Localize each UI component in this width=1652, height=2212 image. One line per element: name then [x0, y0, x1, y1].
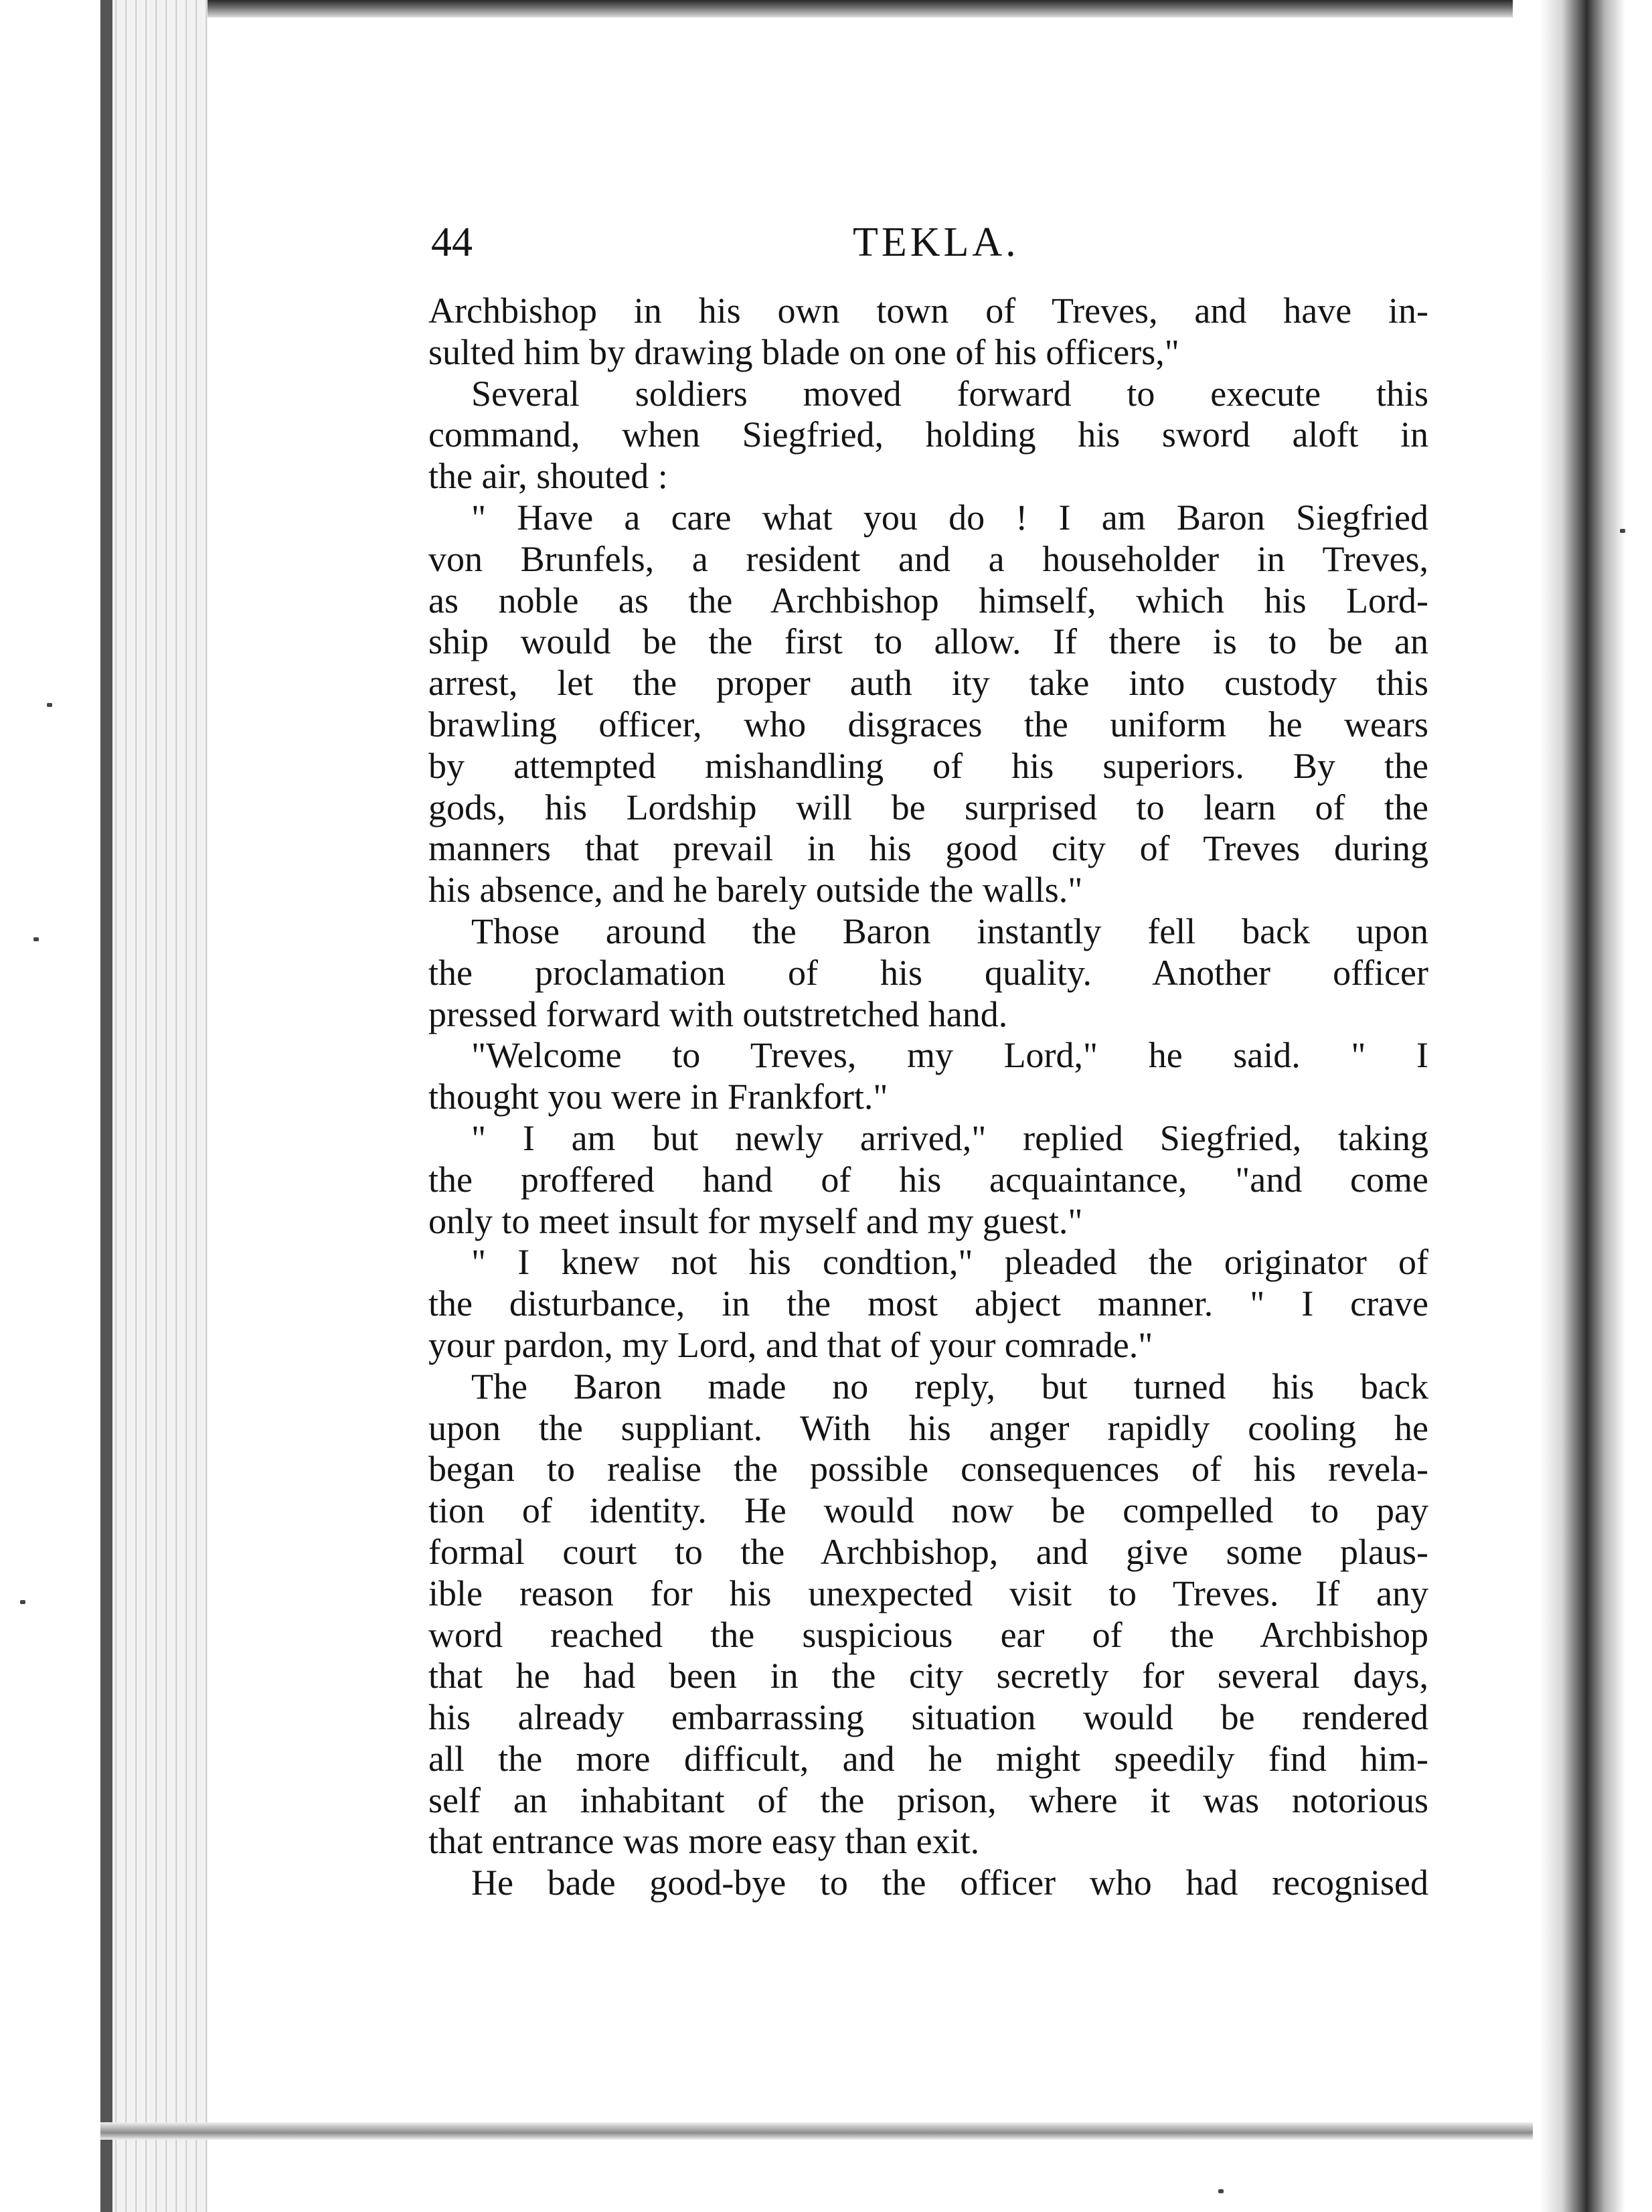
- body-text: [428, 291, 1428, 1904]
- text-line: began to realise the possible consequences of his revela-: [428, 1449, 1428, 1490]
- running-head: [428, 216, 1446, 269]
- text-line: The Baron made no reply, but turned his back: [471, 1366, 1428, 1407]
- scan-speck: [1218, 2189, 1224, 2193]
- text-line: self an inhabitant of the prison, where it was notorious: [428, 1780, 1428, 1820]
- text-line: upon the suppliant. With his anger rapidly cooling he: [428, 1407, 1428, 1448]
- text-line: " I am but newly arrived," replied Siegfried, taking: [471, 1117, 1428, 1158]
- text-line: the proffered hand of his acquaintance, "and come: [428, 1159, 1428, 1200]
- text-line: manners that prevail in his good city of Treves during: [428, 828, 1428, 869]
- text-line: gods, his Lordship will be surprised to learn of the: [428, 787, 1428, 827]
- text-line: pressed forward with outstretched hand.: [428, 994, 1008, 1034]
- text-line: that entrance was more easy than exit.: [428, 1821, 980, 1862]
- scan-speck: [20, 1600, 25, 1604]
- page-number: 44: [431, 220, 473, 265]
- text-line: the air, shouted :: [428, 456, 668, 497]
- scan-speck: [33, 937, 39, 941]
- text-line: von Brunfels, a resident and a householder in Treves,: [428, 538, 1428, 579]
- text-line: "Welcome to Treves, my Lord," he said. " I: [471, 1035, 1428, 1076]
- page-bottom-edge: [100, 2122, 1533, 2140]
- text-line: your pardon, my Lord, and that of your comrade.": [428, 1324, 1153, 1365]
- text-line: all the more difficult, and he might speedily find him-: [428, 1738, 1428, 1779]
- text-line: sulted him by drawing blade on one of his officers,": [428, 331, 1179, 372]
- gutter-shadow: [1540, 0, 1652, 2212]
- text-line: tion of identity. He would now be compelled to pay: [428, 1490, 1428, 1531]
- text-line: ship would be the first to allow. If there is to be an: [428, 621, 1428, 662]
- text-line: the proclamation of his quality. Another officer: [428, 952, 1428, 993]
- text-line: by attempted mishandling of his superiors. By the: [428, 745, 1428, 786]
- text-line: He bade good-bye to the officer who had recognised: [471, 1863, 1428, 1903]
- text-line: brawling officer, who disgraces the uniform he wears: [428, 704, 1428, 744]
- text-line: Several soldiers moved forward to execute this: [471, 373, 1428, 414]
- book-page-edges: [100, 0, 208, 2212]
- text-line: his already embarrassing situation would be rendered: [428, 1697, 1428, 1738]
- text-line: that he had been in the city secretly for several days,: [428, 1656, 1428, 1696]
- text-line: Those around the Baron instantly fell back upon: [471, 911, 1428, 951]
- text-line: Archbishop in his own town of Treves, and have in-: [428, 291, 1428, 331]
- text-line: command, when Siegfried, holding his sword aloft in: [428, 414, 1428, 455]
- text-line: " I knew not his condtion," pleaded the originator of: [471, 1242, 1428, 1283]
- book-spine-edge: [100, 0, 112, 2212]
- text-line: as noble as the Archbishop himself, which his Lord-: [428, 580, 1428, 621]
- scan-speck: [1620, 529, 1625, 533]
- text-line: the disturbance, in the most abject manner. " I crave: [428, 1283, 1428, 1324]
- text-line: ible reason for his unexpected visit to Treves. If any: [428, 1573, 1428, 1613]
- text-line: " Have a care what you do ! I am Baron Siegfried: [471, 497, 1428, 538]
- text-line: his absence, and he barely outside the walls.": [428, 870, 1083, 911]
- page-top-edge: [100, 0, 1513, 17]
- text-line: formal court to the Archbishop, and give some plaus-: [428, 1531, 1428, 1572]
- text-line: word reached the suspicious ear of the Archbishop: [428, 1614, 1428, 1655]
- running-title: TEKLA.: [853, 220, 1019, 265]
- scan-speck: [47, 703, 52, 707]
- text-line: arrest, let the proper auth ity take into custody this: [428, 663, 1428, 704]
- text-line: only to meet insult for myself and my guest.": [428, 1200, 1083, 1241]
- text-line: thought you were in Frankfort.": [428, 1077, 888, 1117]
